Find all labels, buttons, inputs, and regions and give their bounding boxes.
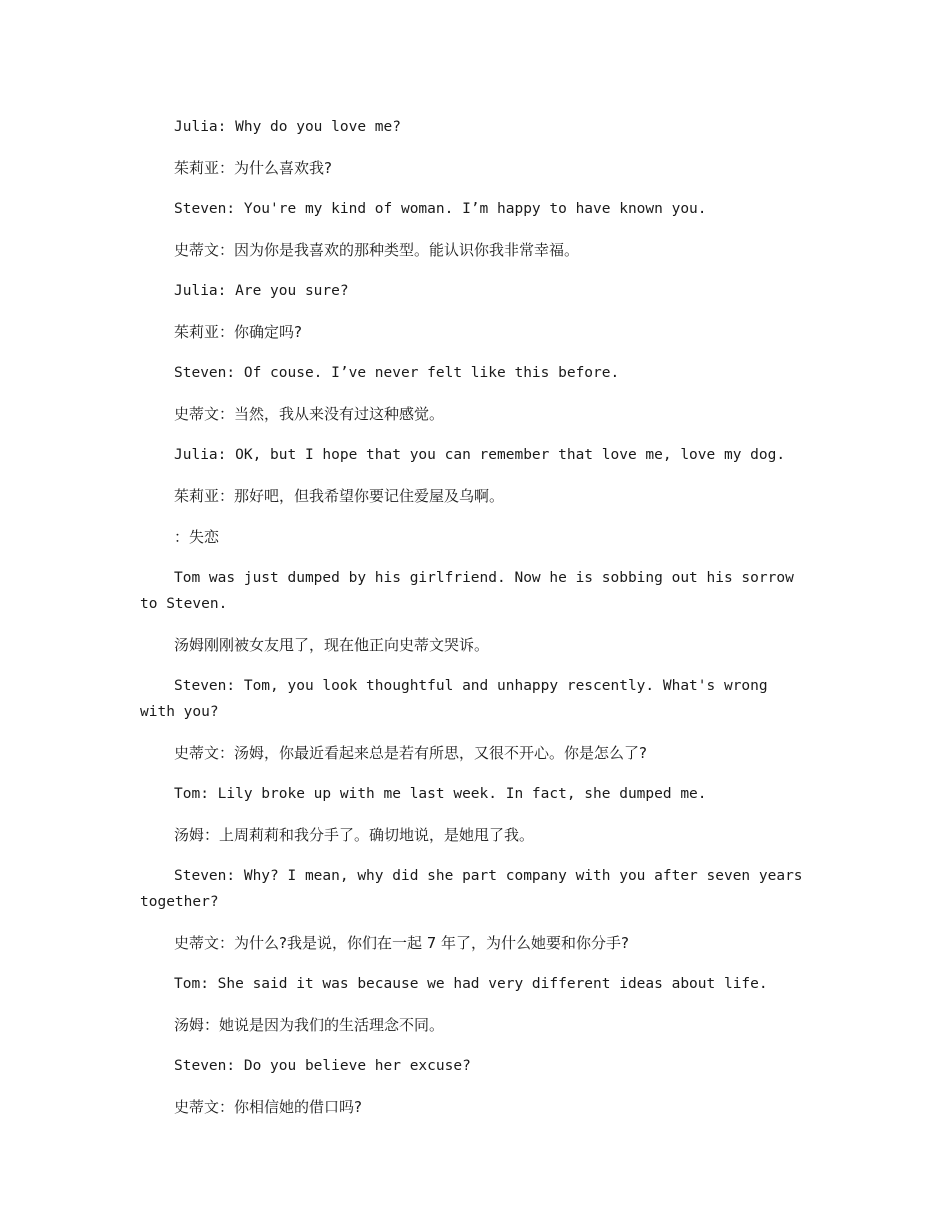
dialogue-line-en: Julia: Are you sure?: [174, 283, 349, 299]
dialogue-line-zh: 茱莉亚：你确定吗?: [174, 323, 302, 341]
dialogue-line-zh: 史蒂文：汤姆，你最近看起来总是若有所思，又很不开心。你是怎么了?: [174, 744, 647, 762]
section-heading: ：失恋: [174, 528, 220, 546]
dialogue-line-en: Steven: Why? I mean, why did she part company with you after seven years together?: [140, 868, 803, 910]
dialogue-line-zh: 史蒂文：当然，我从来没有过这种感觉。: [174, 405, 445, 423]
dialogue-line-zh: 史蒂文：你相信她的借口吗?: [174, 1098, 362, 1116]
narration-zh: 汤姆刚刚被女友甩了，现在他正向史蒂文哭诉。: [174, 636, 490, 654]
dialogue-line-en: Julia: OK, but I hope that you can remember that love me, love my dog.: [174, 447, 786, 463]
dialogue-line-zh: 茱莉亚：为什么喜欢我?: [174, 159, 332, 177]
dialogue-line-en: Tom: She said it was because we had very different ideas about life.: [174, 976, 768, 992]
document-body: [140, 114, 810, 1135]
dialogue-line-zh: 茱莉亚：那好吧，但我希望你要记住爱屋及乌啊。: [174, 487, 505, 505]
dialogue-line-zh: 史蒂文：为什么?我是说，你们在一起 7 年了，为什么她要和你分手?: [174, 934, 630, 952]
dialogue-line-zh: 史蒂文：因为你是我喜欢的那种类型。能认识你我非常幸福。: [174, 241, 580, 259]
narration-en: Tom was just dumped by his girlfriend. Now he is sobbing out his sorrow to Steven.: [140, 570, 794, 612]
dialogue-line-zh: 汤姆：上周莉莉和我分手了。确切地说，是她甩了我。: [174, 826, 535, 844]
dialogue-line-en: Tom: Lily broke up with me last week. In fact, she dumped me.: [174, 786, 707, 802]
dialogue-line-zh: 汤姆：她说是因为我们的生活理念不同。: [174, 1016, 445, 1034]
dialogue-line-en: Steven: Do you believe her excuse?: [174, 1058, 471, 1074]
dialogue-line-en: Steven: Tom, you look thoughtful and unhappy rescently. What's wrong with you?: [140, 678, 768, 720]
dialogue-line-en: Steven: You're my kind of woman. I’m happy to have known you.: [174, 201, 707, 217]
dialogue-line-en: Julia: Why do you love me?: [174, 119, 401, 135]
dialogue-line-en: Steven: Of couse. I’ve never felt like this before.: [174, 365, 620, 381]
